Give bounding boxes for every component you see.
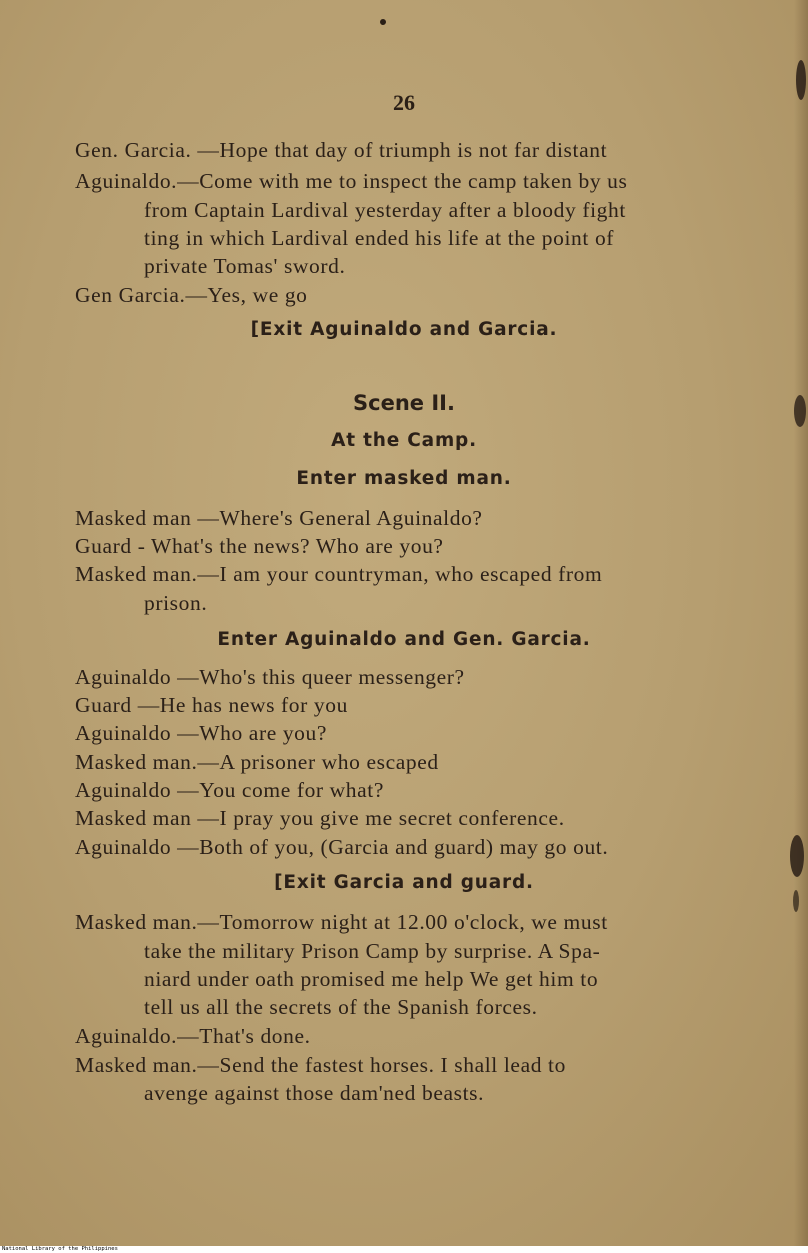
dialogue-continuation: prison.: [144, 591, 208, 615]
dialogue-line: Aguinaldo —Who are you?: [75, 721, 328, 745]
dialogue-continuation: avenge against those dam'ned beasts.: [144, 1081, 485, 1105]
library-footer: National Library of the Philippines: [0, 1246, 808, 1253]
dialogue-line: Gen Garcia.—Yes, we go: [75, 283, 308, 307]
dialogue-line: Masked man.—Send the fastest horses. I shall lead to: [75, 1053, 566, 1077]
ink-speck: [790, 835, 804, 877]
dialogue-continuation: take the military Prison Camp by surprise. A Spa-: [144, 939, 601, 963]
dialogue-line: Masked man.—I am your countryman, who escaped from: [75, 562, 603, 586]
dialogue-continuation: tell us all the secrets of the Spanish forces.: [144, 995, 538, 1019]
stage-direction: Enter Aguinaldo and Gen. Garcia.: [217, 629, 591, 650]
dialogue-continuation: niard under oath promised me help We get him to: [144, 967, 599, 991]
stage-direction: Enter masked man.: [296, 468, 512, 489]
ink-speck: [793, 890, 799, 912]
dialogue-continuation: ting in which Lardival ended his life at the point of: [144, 226, 615, 250]
dialogue-line: Masked man.—A prisoner who escaped: [75, 750, 439, 774]
dialogue-line: Gen. Garcia. —Hope that day of triumph is not far distant: [75, 138, 608, 162]
dialogue-line: Masked man —I pray you give me secret conference.: [75, 806, 565, 830]
dialogue-line: Aguinaldo.—That's done.: [75, 1024, 311, 1048]
stage-direction: At the Camp.: [331, 430, 477, 451]
stage-direction: [Exit Aguinaldo and Garcia.: [250, 319, 558, 340]
dialogue-line: Aguinaldo —Both of you, (Garcia and guard) may go out.: [75, 835, 609, 859]
page-edge-shadow: [794, 0, 808, 1246]
dialogue-continuation: from Captain Lardival yesterday after a bloody fight: [144, 198, 626, 222]
stage-direction: [Exit Garcia and guard.: [274, 872, 534, 893]
page-number: 26: [393, 90, 415, 115]
dialogue-line: Aguinaldo —Who's this queer messenger?: [75, 665, 465, 689]
dialogue-line: Guard —He has news for you: [75, 693, 348, 717]
dialogue-line: Masked man.—Tomorrow night at 12.00 o'clock, we must: [75, 910, 608, 934]
dialogue-line: Masked man —Where's General Aguinaldo?: [75, 506, 483, 530]
ink-speck: [380, 19, 386, 25]
dialogue-continuation: private Tomas' sword.: [144, 254, 346, 278]
scene-heading: Scene II.: [353, 391, 455, 415]
dialogue-line: Aguinaldo.—Come with me to inspect the camp taken by us: [75, 169, 628, 193]
dialogue-line: Aguinaldo —You come for what?: [75, 778, 385, 802]
dialogue-line: Guard - What's the news? Who are you?: [75, 534, 444, 558]
